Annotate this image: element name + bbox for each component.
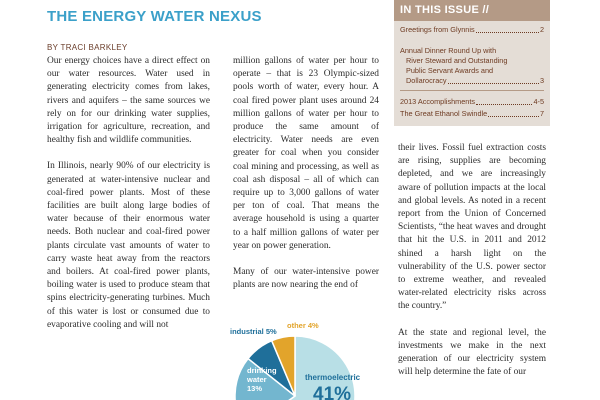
- toc-item-title: Greetings from Glynnis: [400, 25, 475, 34]
- toc-divider: [400, 88, 544, 95]
- toc-dot-leader: [476, 104, 532, 105]
- toc-item-title-line: Public Servant Awards and: [406, 66, 494, 75]
- paragraph: million gallons of water per hour to operate – that is 23 Olympic-sized pools worth of water, every hour. A coal fired power plant uses around 24 million gallons of water per hour to produce the same amount of electricity. Water needs are even greater for coal when you consider coal mining and processing, as well as coal ash disposal – all of which can require up to 3,000 gallons of water per ton of coal. That means the average household is using a quarter to a half million gallons of water per year on power generation.: [233, 56, 379, 251]
- water-use-pie-chart: [225, 318, 385, 400]
- pie-label-thermoelectric: thermoelectric: [305, 373, 361, 382]
- pie-label-drinking-water-value: 13%: [247, 384, 263, 393]
- toc-divider: [400, 37, 544, 44]
- pie-label-drinking-water: drinking: [247, 366, 277, 375]
- paragraph: their lives. Fossil fuel extraction costs are rising, supplies are becoming depleted, and we are increasingly aware of pollution impacts at the local and global levels. As noted in a recent report from the Union of Concerned Scientists, “the heat waves and drought that hit the U.S. in 2011 and 2012 shined a harsh light on the vulnerability of the U.S. power sector to extreme weather, and revealed water-related electricity risks across the country.”: [398, 143, 546, 312]
- toc-item-title-line: River Steward and Outstanding: [406, 56, 508, 65]
- toc-item-title: The Great Ethanol Swindle: [400, 109, 488, 118]
- toc-dot-leader: [476, 32, 539, 33]
- toc-item-title-line: Dollarocracy: [406, 76, 447, 85]
- paragraph: Many of our water-intensive power plants are now nearing the end of: [233, 267, 379, 291]
- pie-label-industrial: industrial 5%: [230, 327, 277, 336]
- sidebar-heading: IN THIS ISSUE //: [394, 0, 550, 21]
- toc-dot-leader: [448, 83, 539, 84]
- byline: BY TRACI BARKLEY: [47, 43, 128, 52]
- toc-item-page: 7: [539, 109, 544, 118]
- article-column-2: [233, 55, 379, 305]
- article-title: THE ENERGY WATER NEXUS: [47, 8, 262, 25]
- paragraph: At the state and regional level, the investments we make in the next generation of our electricity system will help determine the fate of our: [398, 327, 546, 378]
- toc-item-page: 3: [539, 76, 544, 85]
- toc-item-page: 2: [539, 25, 544, 34]
- in-this-issue-sidebar: [394, 0, 550, 126]
- toc-item-page: 4-5: [533, 97, 544, 106]
- paragraph: Our energy choices have a direct effect on our water resources. Water used in generating electricity comes from lakes, rivers and aquifers – the same sources we rely on for our drinking water supplies, irrigation for agriculture, recreation, and healthy fish and wildlife communities.: [47, 56, 210, 146]
- pie-chart-svg: [225, 318, 385, 400]
- pie-label-drinking-water: water: [247, 375, 267, 384]
- toc-item-title-line: Annual Dinner Round Up with: [400, 46, 497, 55]
- paragraph: In Illinois, nearly 90% of our electricity is generated at water-intensive nuclear and coal-fired power plants. Most of these facilities are built along large bodies of water because of their enormous water needs. Both nuclear and coal-fired power plants circulate vast amounts of water to carry waste heat away from the reactors and boilers. At coal-fired power plants, boiling water is used to produce steam that spins electricity-generating turbines. Much of this water is lost or consumed due to evaporative cooling and will not: [47, 161, 210, 330]
- toc-item[interactable]: [400, 25, 544, 35]
- article-column-3: [398, 142, 546, 392]
- toc-dot-leader: [488, 116, 539, 117]
- toc-item[interactable]: [400, 46, 544, 86]
- toc-item[interactable]: [400, 109, 544, 119]
- toc-item[interactable]: [400, 97, 544, 107]
- toc-item-title: 2013 Accomplishments: [400, 97, 476, 106]
- pie-label-other: other 4%: [287, 321, 319, 330]
- table-of-contents: [394, 21, 550, 119]
- article-column-1: [47, 55, 210, 345]
- pie-label-thermoelectric-value: 41%: [313, 384, 352, 400]
